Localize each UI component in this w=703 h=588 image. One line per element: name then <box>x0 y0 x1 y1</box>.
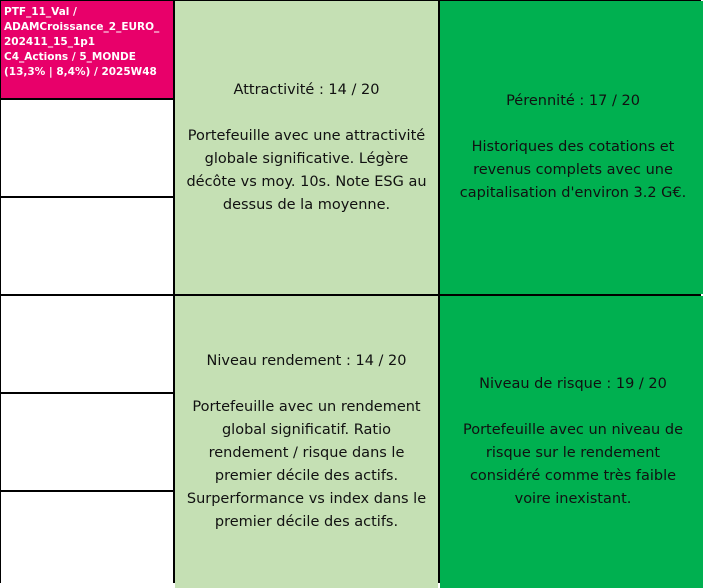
empty-cell-left-3 <box>1 198 173 294</box>
empty-cell-left-6 <box>1 492 173 588</box>
perennite-card <box>440 1 703 294</box>
risque-description: Portefeuille avec un niveau de risque sur le rendement considéré comme très faible voire inexistant. <box>463 422 683 507</box>
attractivite-card <box>175 1 438 294</box>
perennite-description: Historiques des cotations et revenus complets avec une capitalisation d'environ 3.2 G€. <box>459 139 687 201</box>
empty-cell-left-4 <box>1 296 173 392</box>
empty-cell-left-5 <box>1 394 173 490</box>
perennite-title: Pérennité : 17 / 20 <box>506 93 640 109</box>
attractivite-title: Attractivité : 14 / 20 <box>233 81 380 98</box>
portfolio-tag: PTF_11_Val / ADAMCroissance_2_EURO_ 202411_15_1p1 C4_Actions / 5_MONDE (13,3% | 8,4%) / 2025W48 <box>1 1 173 98</box>
rendement-card <box>175 296 438 588</box>
risque-card <box>440 296 703 588</box>
empty-cell-left-2 <box>1 100 173 196</box>
risque-title: Niveau de risque : 19 / 20 <box>479 376 667 392</box>
rendement-title: Niveau rendement : 14 / 20 <box>206 353 407 369</box>
rendement-description: Portefeuille avec un rendement global significatif. Ratio rendement / risque dans le premier décile des actifs. Surperformance vs index dans le premier décile des actifs. <box>186 399 427 530</box>
attractivite-description: Portefeuille avec une attractivité globale significative. Légère décôte vs moy. 10s. Note ESG au dessus de la moyenne. <box>186 127 427 213</box>
